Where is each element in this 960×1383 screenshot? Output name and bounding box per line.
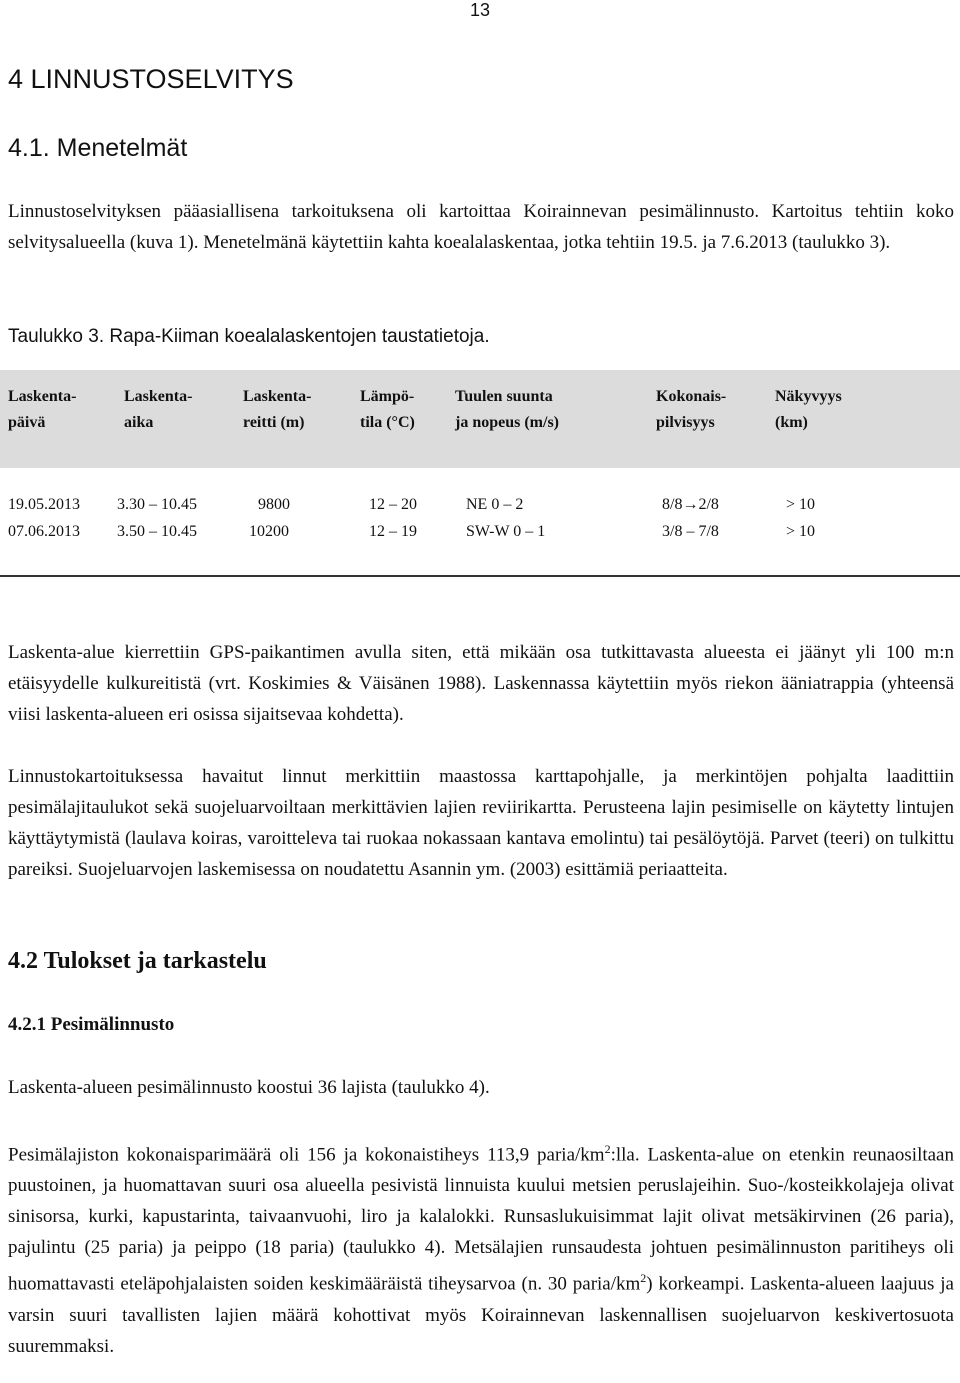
methods-heading: 4.1. Menetelmät [8, 134, 188, 162]
row2-cloud: 3/8 – 7/8 [662, 523, 719, 540]
header-temperature: Lämpö- tila (°C) [360, 388, 415, 431]
row1-cloud: 8/8→2/8 [662, 496, 719, 513]
header-time: Laskenta- aika [124, 388, 193, 431]
row1-wind: NE 0 – 2 [466, 496, 524, 513]
table-caption: Taulukko 3. Rapa-Kiiman koealalaskentojen taustatietoja. [8, 326, 490, 347]
row2-temperature: 12 – 19 [369, 523, 417, 540]
main-heading: 4 LINNUSTOSELVITYS [8, 64, 294, 94]
species-paragraph: Laskenta-alueen pesimälinnusto koostui 36 lajista (taulukko 4). [8, 1077, 490, 1098]
row1-date: 19.05.2013 [8, 496, 80, 513]
row2-route: 10200 [249, 523, 289, 540]
row1-temperature: 12 – 20 [369, 496, 417, 513]
header-visibility: Näkyvyys (km) [775, 388, 842, 431]
row2-time: 3.50 – 10.45 [117, 523, 197, 540]
row2-wind: SW-W 0 – 1 [466, 523, 546, 540]
header-cloud: Kokonais- pilvisyys [656, 388, 727, 431]
header-date: Laskenta- päivä [8, 388, 77, 431]
mapping-paragraph: Linnustokartoituksessa havaitut linnut merkittiin maastossa karttapohjalle, ja merkintöjen pohjalta laadittiin pesimälajitaulukot sekä suojeluarvoiltaan merkittävien lajien reviirikartta. Perusteena lajin pesimiselle on käytetty lintujen käyttäytymistä (laulava koiras, varoitteleva tai ruokaa nokassaan kantava emolintu) tai pesälöytöjä. Parvet (teeri) on tulkittu pareiksi. Suojeluarvojen laskemisessa on noudatettu Asannin ym. (2003) esittämiä periaatteita. [8, 766, 954, 880]
route-paragraph: Laskenta-alue kierrettiin GPS-paikantimen avulla siten, että mikään osa tutkittavasta alueesta ei jäänyt yli 100 m:n etäisyydelle kulkureitistä (vrt. Koskimies & Väisänen 1988). Laskennassa käytettiin myös riekon ääniatrappia (yhteensä viisi laskenta-alueen eri osissa sijaitsevaa kohdetta). [8, 642, 954, 725]
row1-route: 9800 [258, 496, 290, 513]
results-heading: 4.2 Tulokset ja tarkastelu [8, 948, 267, 974]
row2-visibility: > 10 [786, 523, 816, 540]
row1-visibility: > 10 [786, 496, 816, 513]
breeding-heading: 4.2.1 Pesimälinnusto [8, 1014, 175, 1035]
row1-time: 3.30 – 10.45 [117, 496, 197, 513]
density-paragraph: Pesimälajiston kokonaisparimäärä oli 156 ja kokonaistiheys 113,9 paria/$km^2:lla$. Laskenta-alue on etenkin reunaosiltaan puustoinen, ja huomattavan suuri osa alueella pesivistä linnuista kuului metsien peruslajeihin. Suo-/kosteikkolajeja olivat sinisorsa, kurki, kapustarinta, taivaanvuohi, liro ja kalalokki. Runsaslukuisimmat lajit olivat metsäkirvinen (26 paria), pajulintu (25 paria) ja peippo (18 paria) (taulukko 4). Metsälajien runsaudesta johtuen pesimälinnuston paritiheys oli huomattavasti eteläpohjalaisten soiden keskimääräistä tiheysarvoa (n. 30 paria/$km^2$) korkeampi. Laskenta-alueen laajuus ja varsin suuri tavallisten lajien määrä kohottivat myös Koirainnevan laskennallisen suojeluarvon keskivertosuota suuremmaksi. [8, 1142, 954, 1357]
page-number: 13 [470, 0, 491, 20]
table-bottom-rule [0, 575, 960, 577]
row2-date: 07.06.2013 [8, 523, 80, 540]
header-route: Laskenta- reitti (m) [243, 388, 312, 431]
header-wind: Tuulen suunta ja nopeus (m/s) [455, 388, 560, 431]
intro-paragraph: Linnustoselvityksen pääasiallisena tarkoituksena oli kartoittaa Koirainnevan pesimälinnusto. Kartoitus tehtiin koko selvitysalueella (kuva 1). Menetelmänä käytettiin kahta koealalaskentaa, jotka tehtiin 19.5. ja 7.6.2013 (taulukko 3). [8, 201, 954, 253]
